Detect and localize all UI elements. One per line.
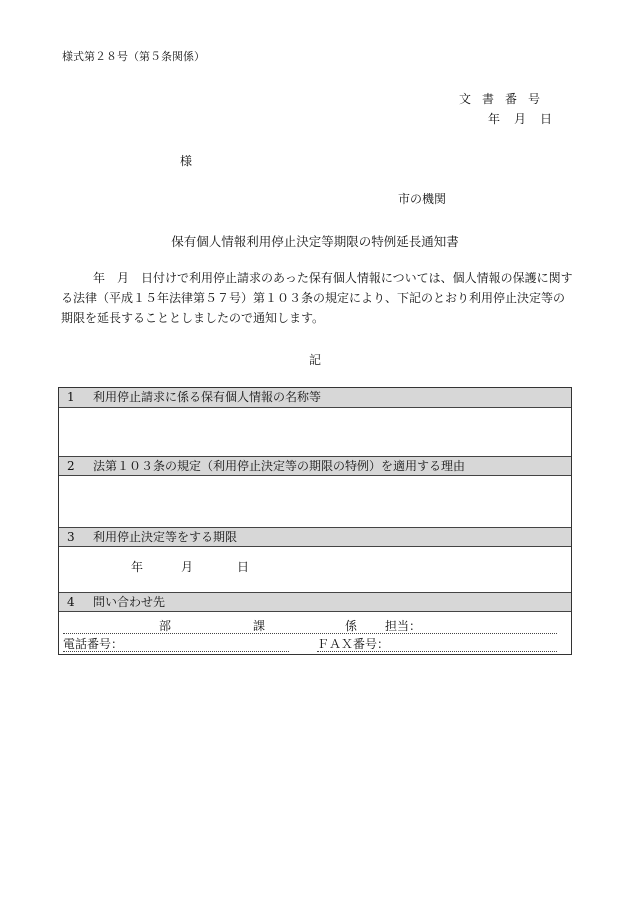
date-month: 月: [513, 112, 526, 126]
section-number: 2: [67, 459, 75, 473]
phone-label: 電話番号：: [63, 637, 124, 651]
ki-heading: 記: [308, 353, 321, 367]
section-2-content: [59, 477, 571, 527]
section-label: 利用停止決定等をする期限: [93, 530, 238, 544]
section-label: 利用停止請求に係る保有個人情報の名称等: [93, 390, 322, 404]
date-year: 年: [487, 112, 500, 126]
addressee: 様: [180, 154, 193, 168]
notice-table: [58, 387, 572, 655]
section-label: 問い合わせ先: [93, 595, 166, 609]
section-1-content: [59, 408, 571, 456]
deadline-month: 月: [181, 560, 194, 574]
body-text: 年 月 日付けで利用停止請求のあった保有個人情報については、個人情報の保護に関する法律（平成１５年法律第５７号）第１０３条の規定により、下記のとおり利用停止決定等の期限を延長することとしましたので通知します。: [61, 271, 573, 325]
document-title: 保有個人情報利用停止決定等期限の特例延長通知書: [171, 234, 459, 249]
person-label: 担当：: [385, 619, 422, 633]
section-1-header: [59, 388, 571, 408]
section-label: 法第１０３条の規定（利用停止決定等の期限の特例）を適用する理由: [93, 459, 466, 473]
fax-label: ＦＡＸ番号：: [317, 637, 390, 651]
document-number-label: 文書番号: [458, 92, 551, 106]
section-4-content: [59, 613, 571, 654]
form-label: 様式第２８号（第５条関係）: [62, 50, 205, 63]
deadline-day: 日: [237, 560, 250, 574]
department-label: 部: [159, 619, 172, 633]
unit-label: 係: [345, 619, 358, 633]
section-number: 1: [67, 390, 75, 404]
contact-department-line: [63, 617, 557, 634]
section-number: 3: [67, 530, 75, 544]
section-label-ka: 課: [253, 619, 266, 633]
document-date: [474, 110, 552, 127]
contact-fax-line: [317, 635, 557, 652]
section-3-content: [59, 548, 571, 592]
section-number: 4: [67, 595, 75, 609]
sender: 市の機関: [398, 192, 447, 206]
section-3-header: [59, 527, 571, 547]
date-day: 日: [539, 112, 552, 126]
section-2-header: [59, 456, 571, 476]
deadline-year: 年: [131, 560, 144, 574]
deadline-date: [131, 558, 249, 575]
section-4-header: [59, 592, 571, 612]
contact-phone-line: [63, 635, 289, 652]
